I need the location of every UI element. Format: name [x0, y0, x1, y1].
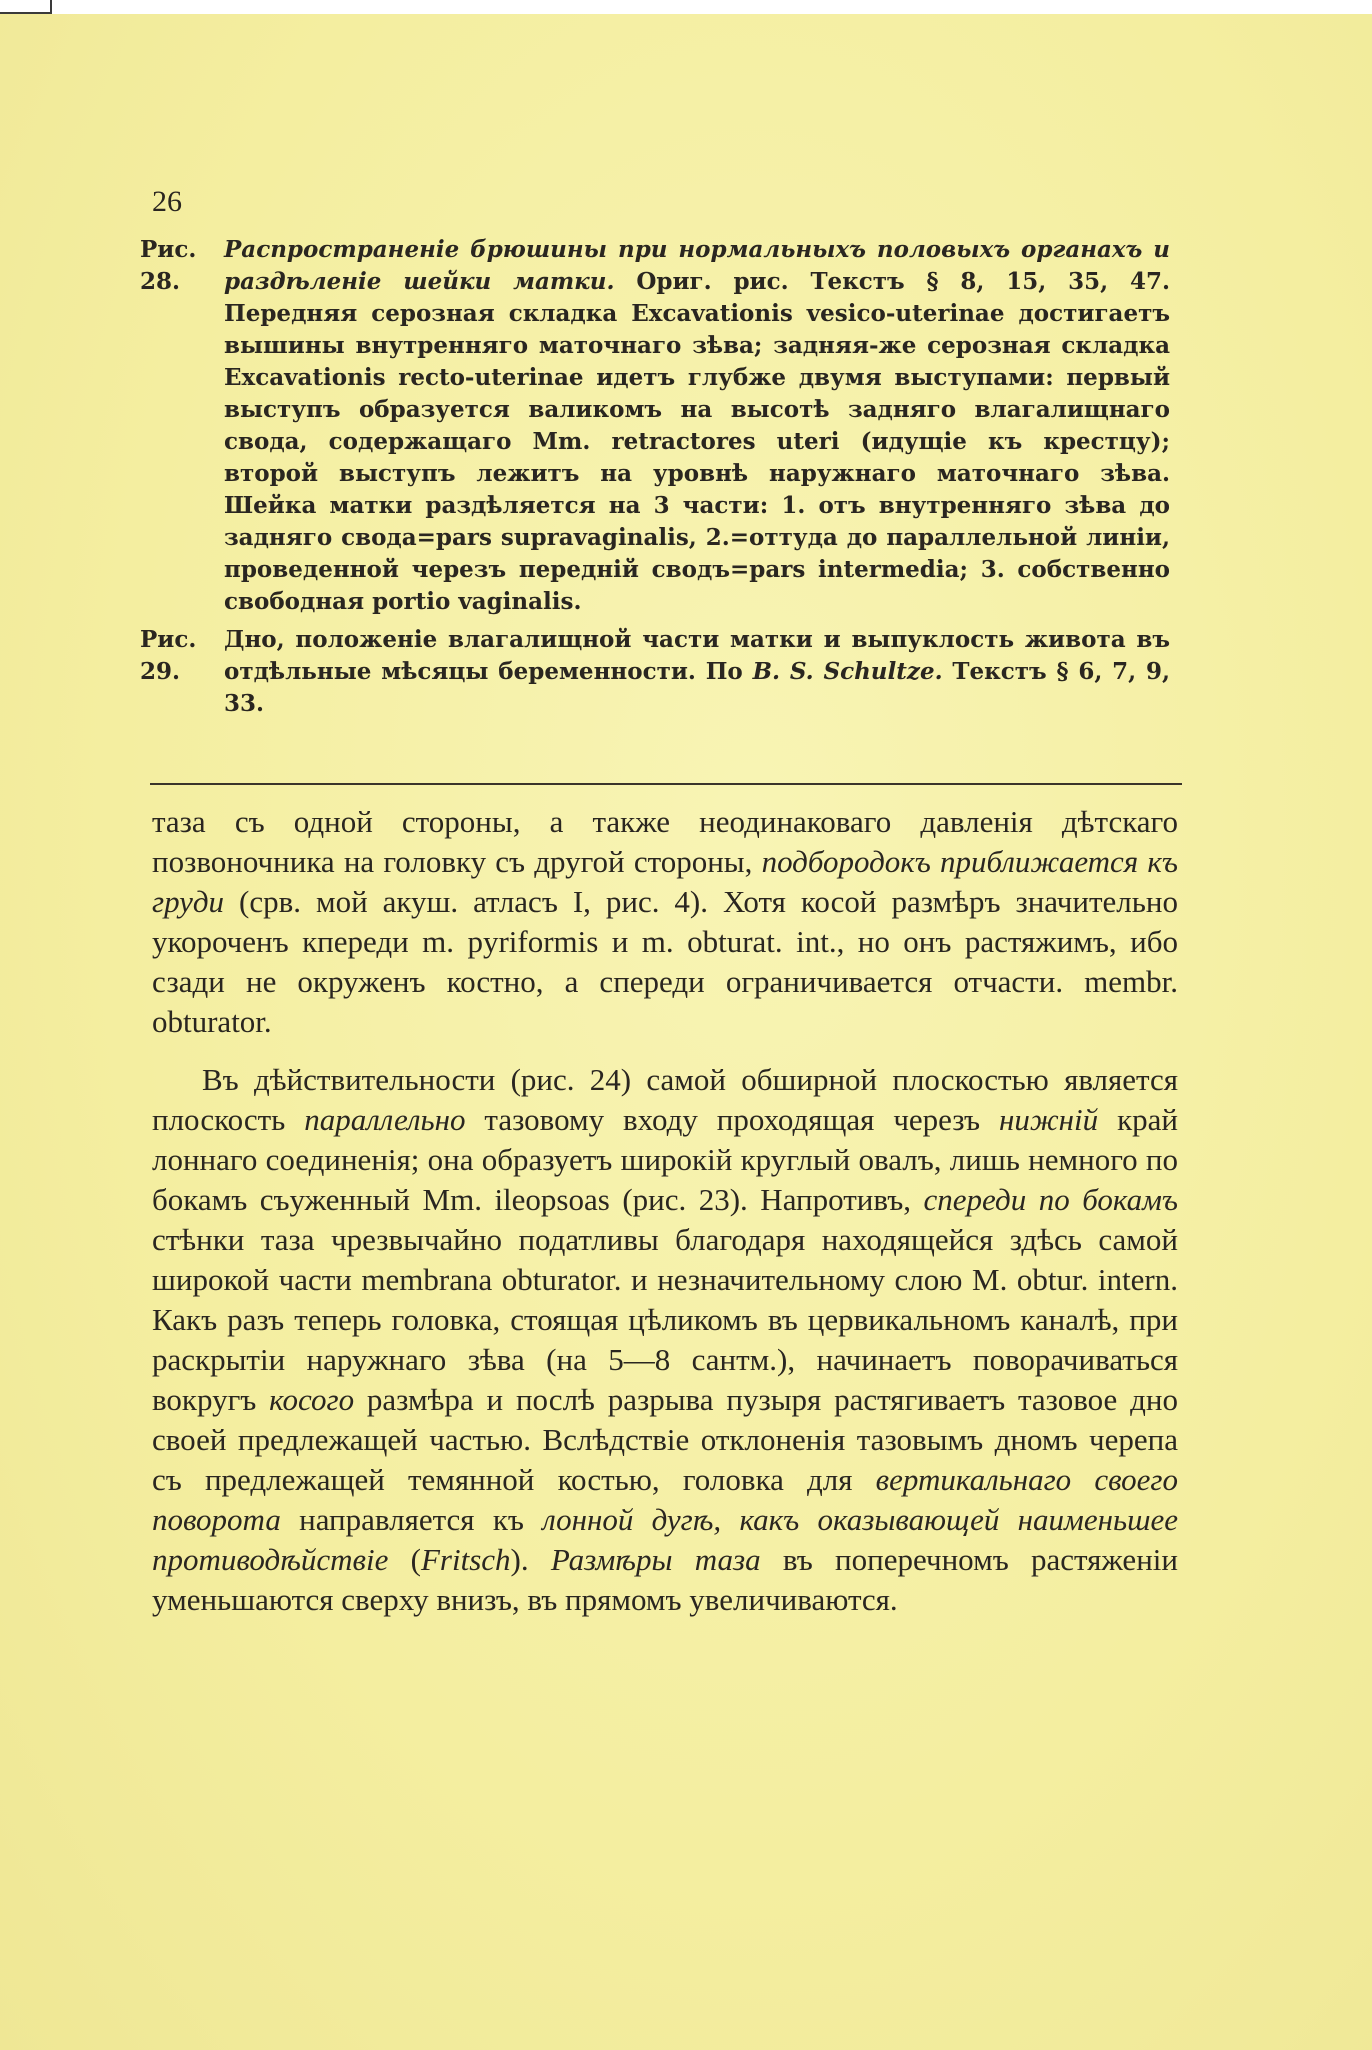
text-segment: тазовому входу проходящая черезъ — [465, 1102, 999, 1137]
italic-segment: спереди по бокамъ — [923, 1182, 1178, 1217]
figure-caption-label: Рис. 29. — [140, 626, 197, 685]
figure-caption — [140, 624, 1170, 720]
caption-italic-segment: B. S. Schultze. — [752, 658, 943, 685]
body-paragraph — [152, 802, 1178, 1042]
figure-caption-text — [224, 234, 1170, 618]
text-segment: край лоннаго соединенія; она образуетъ широкій круглый овалъ, лишь немного по бокамъ съуженный Mm. ileopsoas (рис. 23). Напротивъ, — [152, 1102, 1179, 1217]
italic-segment: подбородокъ приближается къ груди — [152, 844, 1178, 919]
text-segment: Въ дѣйствительности (рис. 24) самой обширной плоскостью является плоскость — [152, 1062, 1178, 1137]
figure-caption-text — [224, 624, 1170, 720]
text-segment: размѣра и послѣ разрыва пузыря растягиваетъ тазовое дно своей предлежащей частью. Вслѣдствіе отклоненія тазовымъ дномъ черепа съ предлежащей темянной костью, головка для — [152, 1382, 1179, 1497]
caption-segment: Текстъ § 6, 7, 9, 33. — [224, 658, 1170, 717]
main-text — [152, 802, 1178, 1638]
figure-captions — [140, 234, 1170, 726]
text-segment: стѣнки таза чрезвычайно податливы благодаря находящейся здѣсь самой широкой части membrana obturator. и незначительному слою M. obtur. intern. Какъ разъ теперь головка, стоящая цѣликомъ въ цервикальномъ каналѣ, при раскрытіи наружнаго зѣва (на 5—8 сантм.), начинаетъ поворачиваться вокругъ — [152, 1222, 1178, 1417]
caption-segment: Дно, положеніе влагалищной части матки и выпуклость живота въ отдѣльные мѣсяцы беременности. По — [224, 626, 1170, 685]
figure-caption-label: Рис. 28. — [140, 236, 197, 295]
caption-divider-rule — [150, 783, 1182, 785]
text-segment: ). — [510, 1542, 551, 1577]
text-segment: въ поперечномъ растяженіи уменьшаются сверху внизъ, въ прямомъ увеличиваются. — [152, 1542, 1178, 1617]
text-segment: таза съ одной стороны, а также неодинаковаго давленія дѣтскаго позвоночника на головку съ другой стороны, — [152, 804, 1178, 879]
text-segment: направляется къ — [280, 1502, 543, 1537]
italic-segment: Fritsch — [420, 1542, 511, 1577]
scan-corner-mark — [0, 0, 52, 14]
italic-segment: косого — [269, 1382, 355, 1417]
italic-segment: Размѣры таза — [550, 1542, 761, 1577]
italic-segment: лонной дугѣ, какъ оказывающей наименьшее противодѣйствіе — [152, 1502, 1178, 1577]
italic-segment: нижній — [998, 1102, 1099, 1137]
caption-segment: Ориг. рис. Текстъ § 8, 15, 35, 47. Передняя серозная складка Excavationis vesico-uterinae достигаетъ вышины внутренняго маточнаго зѣва; задняя-же серозная складка Excavationis recto-uterinae идетъ глубже двумя выступами: первый выступъ образуется валикомъ на высотѣ задняго влагалищнаго свода, содержащаго Mm. retractores uteri (идущіе къ крестцу); второй выступъ лежитъ на уровнѣ наружнаго маточнаго зѣва. Шейка матки раздѣляется на 3 части: 1. отъ внутренняго зѣва до задняго свода=pars supravaginalis, 2.=оттуда до параллельной линіи, проведенной черезъ передній сводъ=pars intermedia; 3. собственно свободная portio vaginalis. — [224, 268, 1170, 615]
text-segment: ( — [388, 1542, 421, 1577]
text-segment: (срв. мой акуш. атласъ I, рис. 4). Хотя косой размѣръ значительно укороченъ кпереди m. pyriformis и m. obturat. int., но онъ растяжимъ, ибо сзади не окруженъ костно, а спереди ограничивается отчасти. membr. obturator. — [152, 884, 1178, 1039]
caption-italic-segment: Распространеніе брюшины при нормальныхъ половыхъ органахъ и раздѣленіе шейки матки. — [224, 236, 1170, 295]
figure-caption — [140, 234, 1170, 618]
italic-segment: вертикальнаго своего поворота — [152, 1462, 1178, 1537]
body-paragraph — [152, 1060, 1178, 1620]
italic-segment: параллельно — [304, 1102, 466, 1137]
page-number: 26 — [152, 185, 182, 218]
